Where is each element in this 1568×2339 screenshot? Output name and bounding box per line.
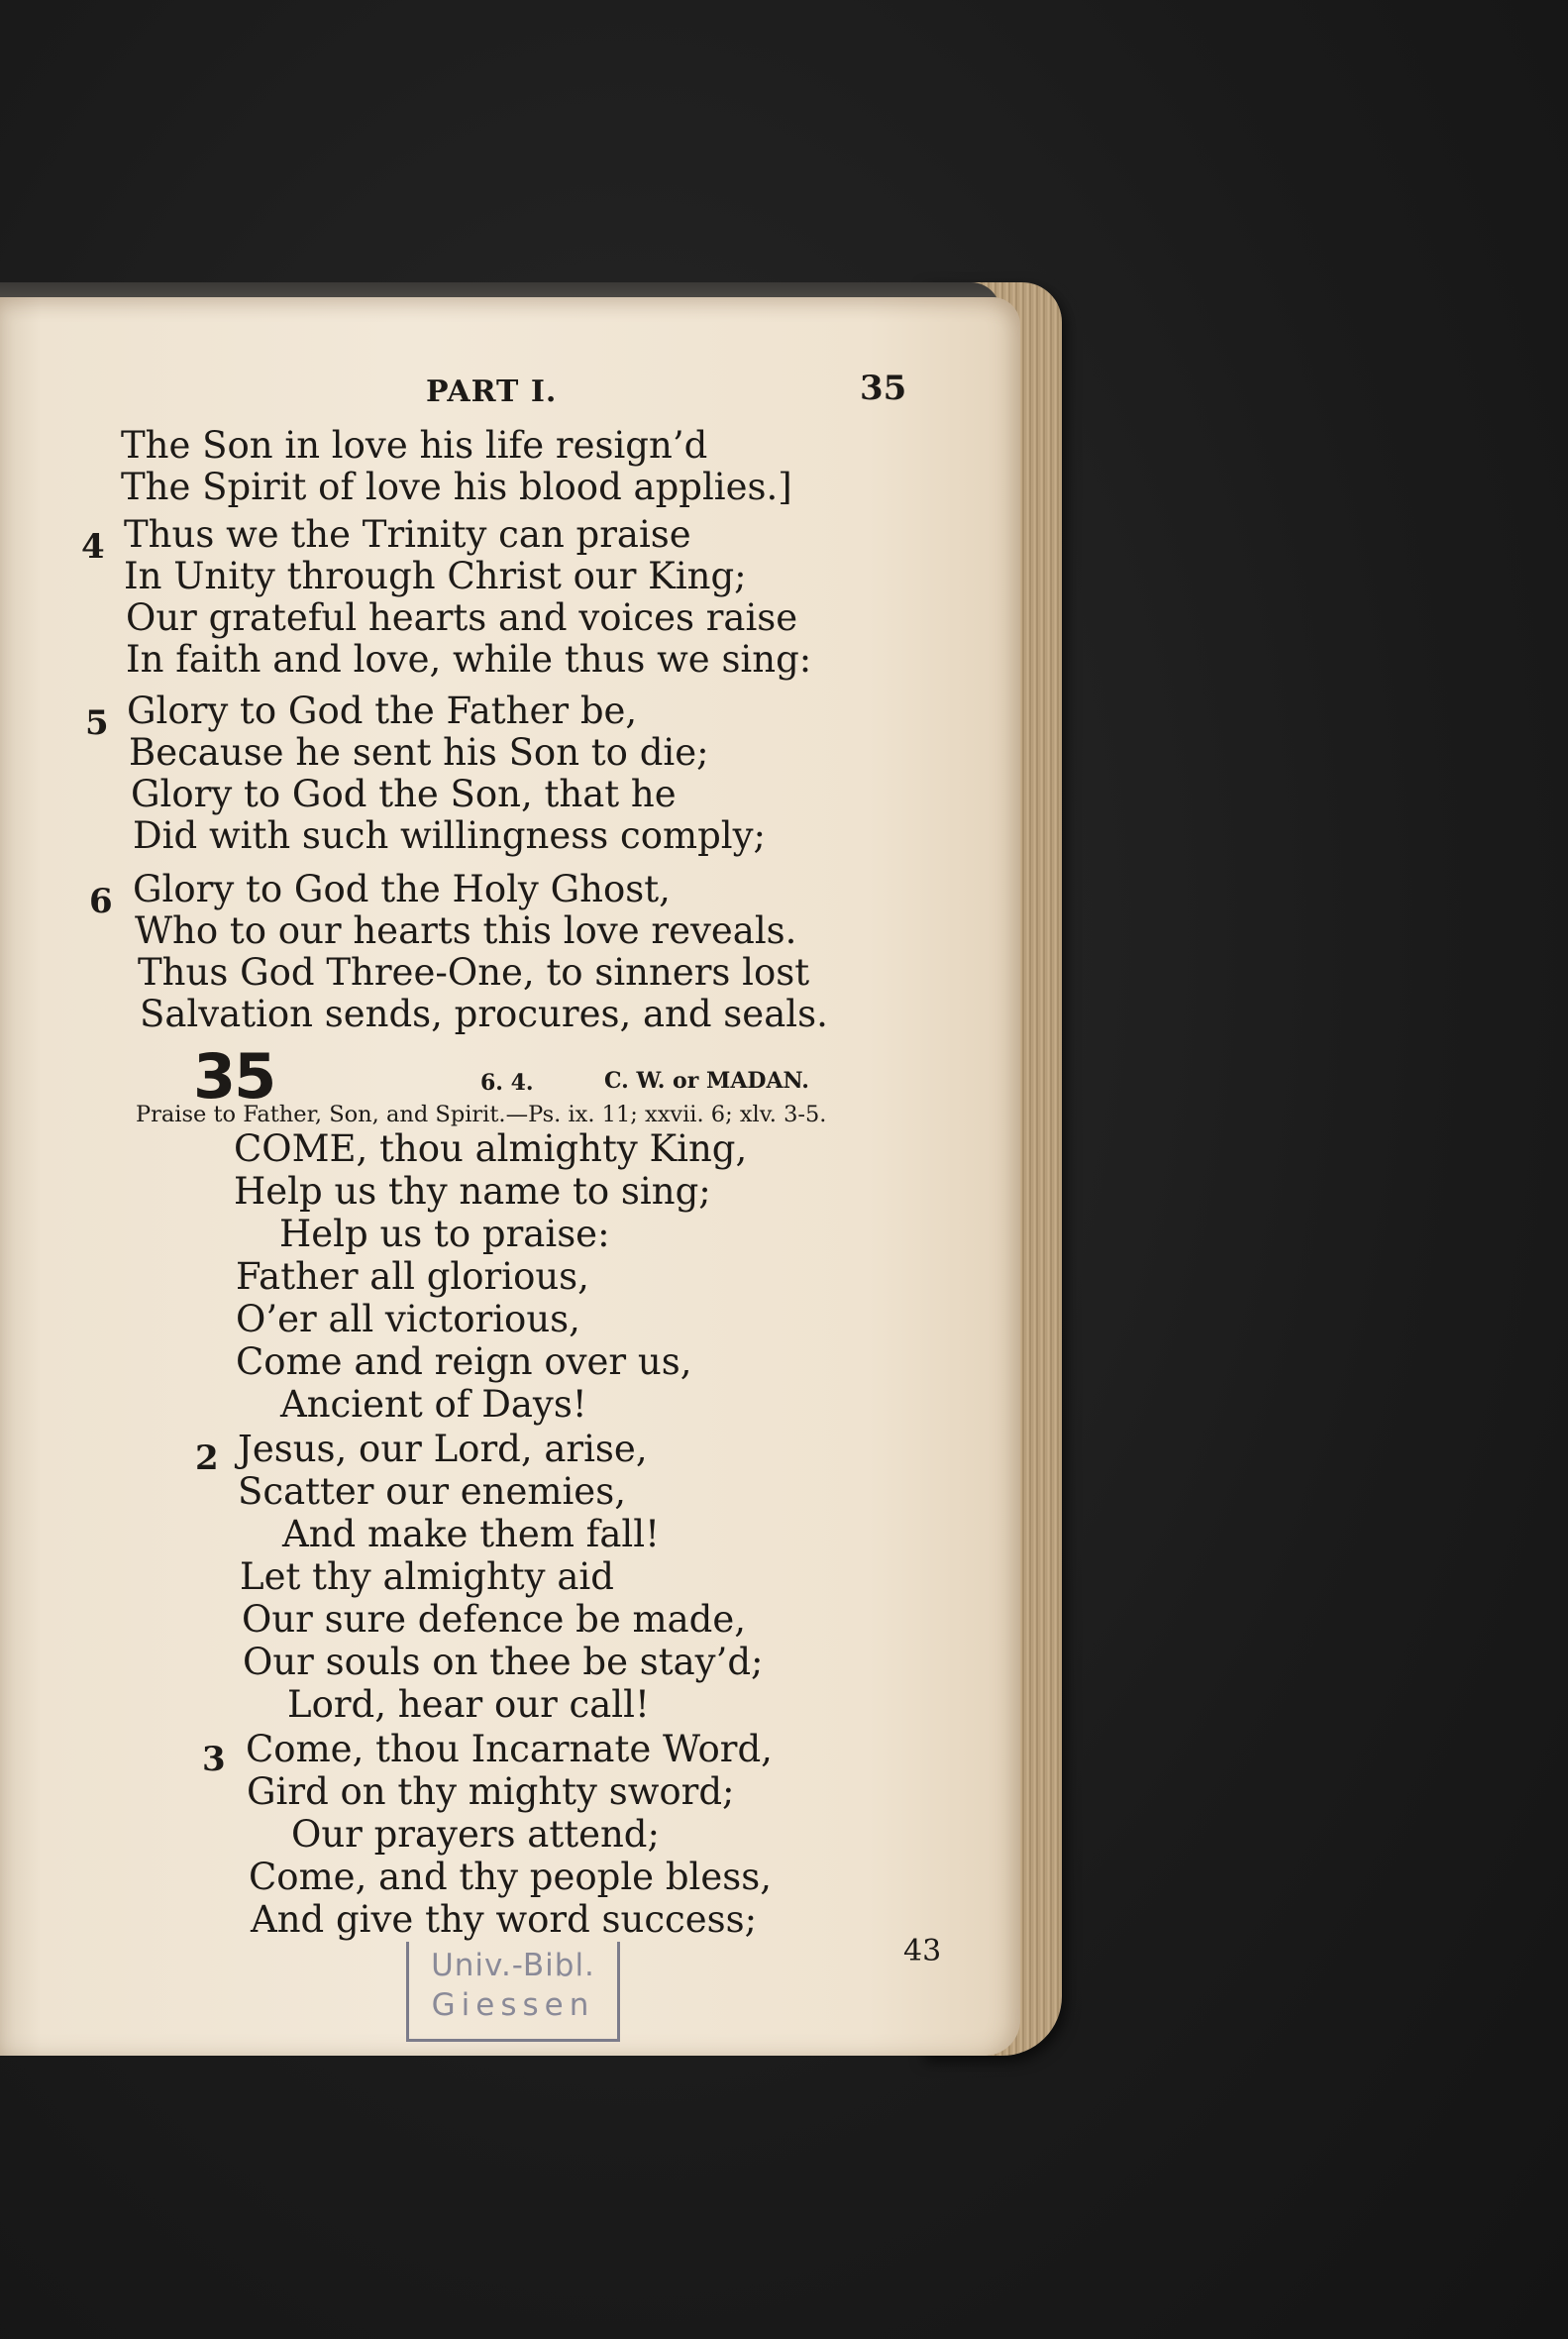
hymn-line: And make them fall! (282, 1513, 660, 1555)
hymn-meter: 6. 4. (480, 1070, 534, 1096)
hymn-number: 35 (193, 1040, 275, 1113)
stamp-line: Giessen (431, 1987, 595, 2023)
stanza-number: 5 (85, 703, 109, 743)
running-head: PART I. (426, 374, 558, 409)
verse-line: Glory to God the Holy Ghost, (133, 868, 671, 910)
hymn-line: Come and reign over us, (236, 1340, 692, 1383)
hymn-line: Jesus, our Lord, arise, (238, 1428, 648, 1470)
hymn-line: Scatter our enemies, (238, 1470, 626, 1513)
hymn-line: Ancient of Days! (280, 1383, 587, 1426)
hymn-line: Our prayers attend; (291, 1813, 660, 1856)
signature-number: 43 (903, 1934, 942, 1968)
stanza-number: 6 (89, 882, 113, 921)
stamp-line: Univ.-Bibl. (431, 1948, 595, 1983)
verse-line: Because he sent his Son to die; (129, 731, 709, 774)
hymn-line: Lord, hear our call! (287, 1683, 650, 1726)
hymn-author: C. W. or MADAN. (604, 1068, 809, 1094)
hymn-line: Our sure defence be made, (242, 1598, 746, 1641)
stanza-number: 3 (202, 1740, 226, 1779)
verse-line: Thus we the Trinity can praise (124, 513, 691, 556)
verse-line: The Spirit of love his blood applies.] (121, 466, 792, 508)
stanza-number: 2 (195, 1438, 219, 1478)
stanza-number: 4 (81, 527, 105, 567)
hymn-line: Come, and thy people bless, (249, 1856, 772, 1898)
verse-line: Did with such willingness comply; (133, 814, 766, 857)
page-number: 35 (860, 369, 907, 408)
hymn-line: Father all glorious, (236, 1255, 589, 1298)
hymn-line: Come, thou Incarnate Word, (246, 1728, 773, 1770)
hymn-line: O’er all victorious, (236, 1298, 580, 1340)
verse-line: The Son in love his life resign’d (121, 424, 708, 467)
hymn-line: Gird on thy mighty sword; (247, 1770, 735, 1813)
hymn-line: Help us thy name to sing; (234, 1170, 711, 1213)
library-stamp (406, 1942, 620, 2042)
verse-line: In faith and love, while thus we sing: (126, 638, 812, 681)
verse-line: Salvation sends, procures, and seals. (140, 993, 828, 1035)
hymn-line: COME, thou almighty King, (234, 1127, 748, 1170)
hymn-line: And give thy word success; (251, 1898, 758, 1941)
hymn-line: Let thy almighty aid (240, 1555, 614, 1598)
verse-line: Our grateful hearts and voices raise (126, 596, 798, 639)
hymn-line: Our souls on thee be stay’d; (243, 1641, 764, 1683)
verse-line: In Unity through Christ our King; (124, 555, 747, 597)
verse-line: Glory to God the Son, that he (131, 773, 677, 815)
hymn-line: Help us to praise: (279, 1213, 610, 1255)
verse-line: Glory to God the Father be, (127, 690, 638, 732)
book-page (0, 297, 1020, 2056)
verse-line: Thus God Three-One, to sinners lost (138, 951, 810, 994)
verse-line: Who to our hearts this love reveals. (135, 909, 797, 952)
hymn-scripture-reference: Praise to Father, Son, and Spirit.—Ps. ix. 11; xxvii. 6; xlv. 3-5. (136, 1102, 827, 1127)
